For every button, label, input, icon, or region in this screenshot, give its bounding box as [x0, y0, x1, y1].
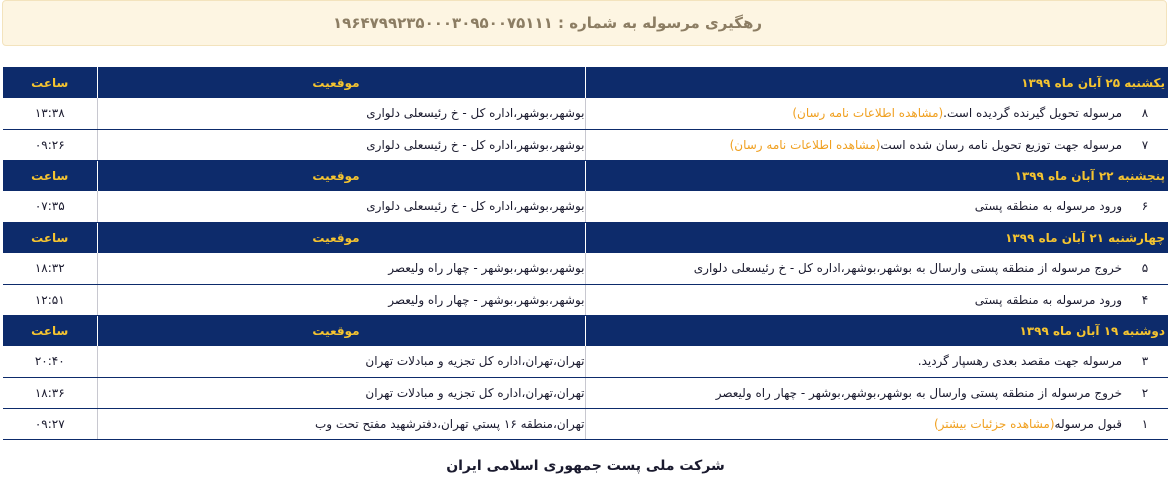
event-time: ۱۳:۳۸: [3, 98, 97, 129]
event-location: تهران،تهران،اداره کل تجزیه و مبادلات تهران: [97, 346, 585, 377]
location-column-header: موقعیت: [97, 222, 585, 253]
tracking-event-row: [3, 346, 1168, 377]
event-time: ۱۸:۳۶: [3, 377, 97, 408]
event-number: ۸: [1122, 98, 1168, 129]
time-column-header: ساعت: [31, 230, 69, 245]
event-time: ۲۰:۴۰: [3, 346, 97, 377]
date-header: دوشنبه ۱۹ آبان ماه ۱۳۹۹: [585, 315, 1168, 346]
tracking-event-row: [3, 408, 1168, 439]
tracking-event-row: [3, 284, 1168, 315]
event-time: ۰۷:۳۵: [3, 191, 97, 222]
date-header: چهارشنبه ۲۱ آبان ماه ۱۳۹۹: [585, 222, 1168, 253]
event-number: ۷: [1122, 129, 1168, 160]
event-description: مرسوله جهت مقصد بعدی رهسپار گردید.: [917, 354, 1123, 369]
event-time: ۱۲:۵۱: [3, 284, 97, 315]
time-column-header: ساعت: [31, 168, 69, 183]
details-link[interactable]: (مشاهده اطلاعات نامه رسان): [792, 106, 944, 121]
event-description: ورود مرسوله به منطقه پستی: [974, 199, 1123, 214]
event-description: مرسوله جهت توزیع تحویل نامه رسان شده است: [880, 137, 1123, 152]
event-location: تهران،تهران،اداره کل تجزیه و مبادلات تهران: [97, 377, 585, 408]
event-number: ۶: [1122, 191, 1168, 222]
event-location: بوشهر،بوشهر،اداره کل - خ رئیسعلی دلواری: [97, 98, 585, 129]
event-description: ورود مرسوله به منطقه پستی: [974, 292, 1123, 307]
event-number: ۲: [1122, 377, 1168, 408]
event-description-cell: [585, 346, 1122, 377]
date-header-row: [3, 67, 1168, 98]
location-column-header: موقعیت: [97, 315, 585, 346]
date-header-row: [3, 160, 1168, 191]
footer-company-name: شرکت ملی پست جمهوری اسلامی ایران: [446, 458, 725, 474]
tracking-banner: [2, 0, 1167, 46]
event-description-cell: [585, 284, 1122, 315]
tracking-event-row: [3, 253, 1168, 284]
event-description-cell: [585, 98, 1122, 129]
tracking-title: رهگیری مرسوله به شماره : ۱۹۶۴۷۹۹۲۳۵۰۰۰۳۰۹۵۰۰۷۵۱۱۱: [333, 14, 762, 32]
event-time: ۱۸:۳۲: [3, 253, 97, 284]
time-column-header: ساعت: [31, 75, 69, 90]
date-header: یکشنبه ۲۵ آبان ماه ۱۳۹۹: [585, 67, 1168, 98]
tracking-event-row: [3, 129, 1168, 160]
event-time: ۰۹:۲۶: [3, 129, 97, 160]
event-number: ۱: [1122, 408, 1168, 439]
event-location: بوشهر،بوشهر،بوشهر - چهار راه ولیعصر: [97, 253, 585, 284]
date-header-row: [3, 315, 1168, 346]
event-location: بوشهر،بوشهر،اداره کل - خ رئیسعلی دلواری: [97, 191, 585, 222]
event-description-cell: [585, 129, 1122, 160]
event-number: ۴: [1122, 284, 1168, 315]
event-time: ۰۹:۲۷: [3, 408, 97, 439]
date-header: پنجشنبه ۲۲ آبان ماه ۱۳۹۹: [585, 160, 1168, 191]
time-column-header: ساعت: [31, 323, 69, 338]
location-column-header: موقعیت: [97, 160, 585, 191]
event-description: خروج مرسوله از منطقه پستی وارسال به بوشهر،بوشهر،بوشهر - چهار راه ولیعصر: [715, 385, 1123, 400]
event-description: مرسوله تحویل گیرنده گردیده است.: [943, 106, 1123, 121]
details-link[interactable]: (مشاهده جزئیات بیشتر): [933, 416, 1055, 431]
tracking-event-row: [3, 191, 1168, 222]
event-number: ۵: [1122, 253, 1168, 284]
event-description-cell: [585, 191, 1122, 222]
event-description-cell: [585, 408, 1122, 439]
tracking-table: [3, 67, 1168, 440]
details-link[interactable]: (مشاهده اطلاعات نامه رسان): [729, 137, 881, 152]
tracking-event-row: [3, 98, 1168, 129]
event-description: خروج مرسوله از منطقه پستی وارسال به بوشهر،بوشهر،اداره کل - خ رئیسعلی دلواری: [693, 261, 1123, 276]
event-description-cell: [585, 377, 1122, 408]
tracking-event-row: [3, 377, 1168, 408]
date-header-row: [3, 222, 1168, 253]
event-location: بوشهر،بوشهر،بوشهر - چهار راه ولیعصر: [97, 284, 585, 315]
event-description-cell: [585, 253, 1122, 284]
location-column-header: موقعیت: [97, 67, 585, 98]
event-number: ۳: [1122, 346, 1168, 377]
event-description: قبول مرسوله: [1054, 416, 1123, 431]
event-location: بوشهر،بوشهر،اداره کل - خ رئیسعلی دلواری: [97, 129, 585, 160]
event-location: تهران،منطقه ۱۶ پستي تهران،دفترشهید مفتح تحت وب: [97, 408, 585, 439]
